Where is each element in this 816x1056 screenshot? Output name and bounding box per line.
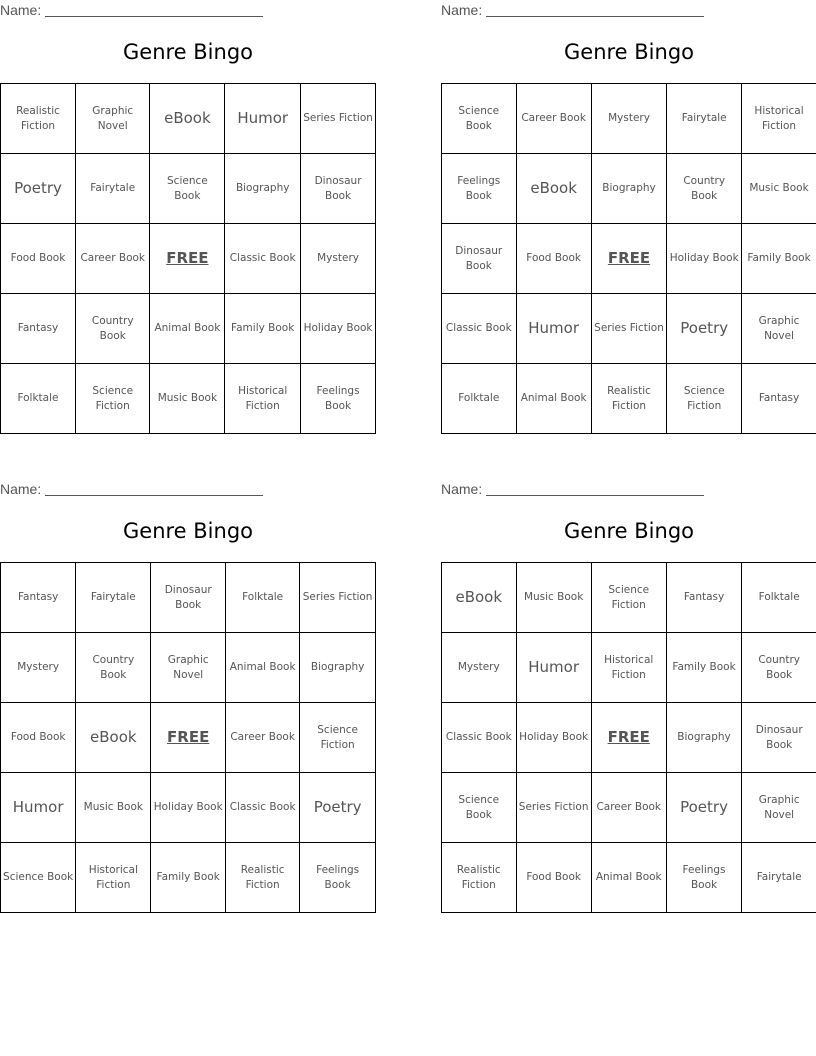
bingo-row — [442, 294, 816, 364]
bingo-cell[interactable]: Series Fiction — [591, 294, 667, 364]
bingo-cell[interactable]: Feelings Book — [301, 364, 376, 434]
bingo-row — [1, 703, 376, 773]
bingo-cell[interactable]: Biography — [666, 703, 742, 773]
bingo-row — [442, 843, 816, 913]
free-space[interactable]: FREE — [151, 703, 226, 773]
bingo-cell[interactable]: Mystery — [442, 633, 517, 703]
bingo-cell[interactable]: Science Fiction — [75, 364, 150, 434]
bingo-cell[interactable]: Mystery — [591, 84, 667, 154]
bingo-row — [1, 84, 376, 154]
bingo-cell[interactable]: Food Book — [516, 843, 591, 913]
card-title: Genre Bingo — [564, 40, 694, 64]
card-title: Genre Bingo — [123, 519, 253, 543]
bingo-row — [442, 703, 816, 773]
bingo-row — [1, 773, 376, 843]
bingo-cell[interactable]: Holiday Book — [151, 773, 226, 843]
bingo-cell[interactable]: Mystery — [1, 633, 76, 703]
bingo-row — [442, 633, 816, 703]
bingo-cell[interactable]: Fairytale — [76, 563, 151, 633]
bingo-cell[interactable]: Country Book — [667, 154, 742, 224]
bingo-cell[interactable]: eBook — [442, 563, 517, 633]
bingo-cell[interactable]: Science Book — [1, 843, 76, 913]
bingo-grid — [0, 562, 376, 913]
bingo-cell[interactable]: Animal Book — [150, 294, 225, 364]
bingo-cell[interactable]: Fantasy — [1, 294, 76, 364]
bingo-cell[interactable]: Poetry — [667, 294, 742, 364]
name-underline[interactable] — [486, 481, 704, 496]
bingo-row — [1, 633, 376, 703]
bingo-grid — [0, 83, 376, 434]
name-label: Name: — [0, 481, 42, 497]
bingo-cell[interactable]: Biography — [225, 154, 301, 224]
bingo-cell[interactable]: Country Book — [76, 633, 151, 703]
name-field[interactable] — [441, 2, 704, 18]
bingo-cell[interactable]: Career Book — [516, 84, 591, 154]
bingo-cell[interactable]: Music Book — [150, 364, 225, 434]
bingo-cell[interactable]: Historical Fiction — [742, 84, 816, 154]
bingo-cell[interactable]: Country Book — [75, 294, 150, 364]
bingo-cell[interactable]: Fantasy — [742, 364, 816, 434]
bingo-cell[interactable]: Feelings Book — [666, 843, 742, 913]
bingo-cell[interactable]: Science Fiction — [667, 364, 742, 434]
bingo-cell[interactable]: Historical Fiction — [76, 843, 151, 913]
free-space[interactable]: FREE — [150, 224, 225, 294]
bingo-cell[interactable]: Animal Book — [226, 633, 300, 703]
bingo-cell[interactable]: Series Fiction — [300, 563, 376, 633]
bingo-cell[interactable]: Folktale — [226, 563, 300, 633]
bingo-cell[interactable]: Holiday Book — [516, 703, 591, 773]
bingo-cell[interactable]: Career Book — [226, 703, 300, 773]
card-title: Genre Bingo — [564, 519, 694, 543]
bingo-cell[interactable]: Dinosaur Book — [301, 154, 376, 224]
bingo-cell[interactable]: Fantasy — [1, 563, 76, 633]
bingo-row — [1, 224, 376, 294]
bingo-row — [1, 563, 376, 633]
name-underline[interactable] — [45, 481, 263, 496]
bingo-cell[interactable]: Family Book — [742, 224, 816, 294]
bingo-cell[interactable]: Poetry — [666, 773, 742, 843]
bingo-cell[interactable]: Animal Book — [591, 843, 666, 913]
bingo-cell[interactable]: Science Fiction — [300, 703, 376, 773]
bingo-cell[interactable]: Fantasy — [666, 563, 742, 633]
bingo-row — [1, 294, 376, 364]
bingo-cell[interactable]: Animal Book — [516, 364, 591, 434]
bingo-cell[interactable]: Family Book — [225, 294, 301, 364]
name-label: Name: — [0, 2, 42, 18]
bingo-cell[interactable]: eBook — [516, 154, 591, 224]
bingo-cell[interactable]: Music Book — [516, 563, 591, 633]
name-underline[interactable] — [486, 2, 704, 17]
bingo-cell[interactable]: Historical Fiction — [225, 364, 301, 434]
bingo-cell[interactable]: Fairytale — [667, 84, 742, 154]
bingo-cell[interactable]: Dinosaur Book — [151, 563, 226, 633]
bingo-cell[interactable]: Series Fiction — [516, 773, 591, 843]
bingo-cell[interactable]: Career Book — [591, 773, 666, 843]
bingo-cell[interactable]: Humor — [225, 84, 301, 154]
bingo-cell[interactable]: Series Fiction — [301, 84, 376, 154]
bingo-cell[interactable]: Feelings Book — [300, 843, 376, 913]
bingo-row — [1, 154, 376, 224]
bingo-cell[interactable]: Humor — [1, 773, 76, 843]
bingo-cell[interactable]: Graphic Novel — [742, 773, 816, 843]
bingo-cell[interactable]: Folktale — [442, 364, 517, 434]
bingo-row — [442, 84, 816, 154]
bingo-row — [442, 224, 816, 294]
bingo-cell[interactable]: Poetry — [1, 154, 76, 224]
bingo-cell[interactable]: eBook — [150, 84, 225, 154]
bingo-cell[interactable]: Biography — [591, 154, 667, 224]
bingo-cell[interactable]: Music Book — [742, 154, 816, 224]
bingo-cell[interactable]: Poetry — [300, 773, 376, 843]
bingo-cell[interactable]: Dinosaur Book — [442, 224, 517, 294]
bingo-cell[interactable]: Music Book — [76, 773, 151, 843]
bingo-cell[interactable]: Humor — [516, 294, 591, 364]
bingo-cell[interactable]: Science Fiction — [591, 563, 666, 633]
bingo-cell[interactable]: Historical Fiction — [591, 633, 666, 703]
bingo-row — [442, 154, 816, 224]
bingo-grid — [441, 83, 816, 434]
bingo-cell[interactable]: Science Book — [150, 154, 225, 224]
bingo-cell[interactable]: Food Book — [1, 224, 76, 294]
bingo-cell[interactable]: Realistic Fiction — [226, 843, 300, 913]
bingo-cell[interactable]: eBook — [76, 703, 151, 773]
bingo-row — [442, 563, 816, 633]
bingo-cell[interactable]: Classic Book — [442, 703, 517, 773]
bingo-cell[interactable]: Biography — [300, 633, 376, 703]
bingo-grid — [441, 562, 816, 913]
free-space[interactable]: FREE — [591, 703, 666, 773]
free-space[interactable]: FREE — [591, 224, 667, 294]
bingo-cell[interactable]: Science Book — [442, 773, 517, 843]
bingo-cell[interactable]: Feelings Book — [442, 154, 517, 224]
bingo-cell[interactable]: Classic Book — [226, 773, 300, 843]
bingo-cell[interactable]: Humor — [516, 633, 591, 703]
name-label: Name: — [441, 481, 483, 497]
bingo-cell[interactable]: Food Book — [516, 224, 591, 294]
bingo-cell[interactable]: Career Book — [75, 224, 150, 294]
bingo-cell[interactable]: Holiday Book — [667, 224, 742, 294]
card-title: Genre Bingo — [123, 40, 253, 64]
name-underline[interactable] — [45, 2, 263, 17]
bingo-row — [1, 364, 376, 434]
bingo-cell[interactable]: Graphic Novel — [742, 294, 816, 364]
bingo-cell[interactable]: Graphic Novel — [75, 84, 150, 154]
bingo-row — [1, 843, 376, 913]
bingo-cell[interactable]: Science Book — [442, 84, 517, 154]
bingo-cell[interactable]: Food Book — [1, 703, 76, 773]
bingo-cell[interactable]: Realistic Fiction — [591, 364, 667, 434]
bingo-cell[interactable]: Country Book — [742, 633, 816, 703]
bingo-cell[interactable]: Dinosaur Book — [742, 703, 816, 773]
bingo-cell[interactable]: Fairytale — [75, 154, 150, 224]
bingo-row — [442, 364, 816, 434]
bingo-cell[interactable]: Family Book — [666, 633, 742, 703]
bingo-cell[interactable]: Fairytale — [742, 843, 816, 913]
bingo-cell[interactable]: Folktale — [1, 364, 76, 434]
bingo-cell[interactable]: Mystery — [301, 224, 376, 294]
bingo-cell[interactable]: Family Book — [151, 843, 226, 913]
bingo-cell[interactable]: Realistic Fiction — [442, 843, 517, 913]
name-field[interactable] — [441, 481, 704, 497]
bingo-cell[interactable]: Classic Book — [225, 224, 301, 294]
bingo-cell[interactable]: Holiday Book — [301, 294, 376, 364]
bingo-cell[interactable]: Classic Book — [442, 294, 517, 364]
name-field[interactable] — [0, 481, 263, 497]
bingo-row — [442, 773, 816, 843]
bingo-cell[interactable]: Realistic Fiction — [1, 84, 76, 154]
bingo-cell[interactable]: Graphic Novel — [151, 633, 226, 703]
name-label: Name: — [441, 2, 483, 18]
name-field[interactable] — [0, 2, 263, 18]
bingo-cell[interactable]: Folktale — [742, 563, 816, 633]
